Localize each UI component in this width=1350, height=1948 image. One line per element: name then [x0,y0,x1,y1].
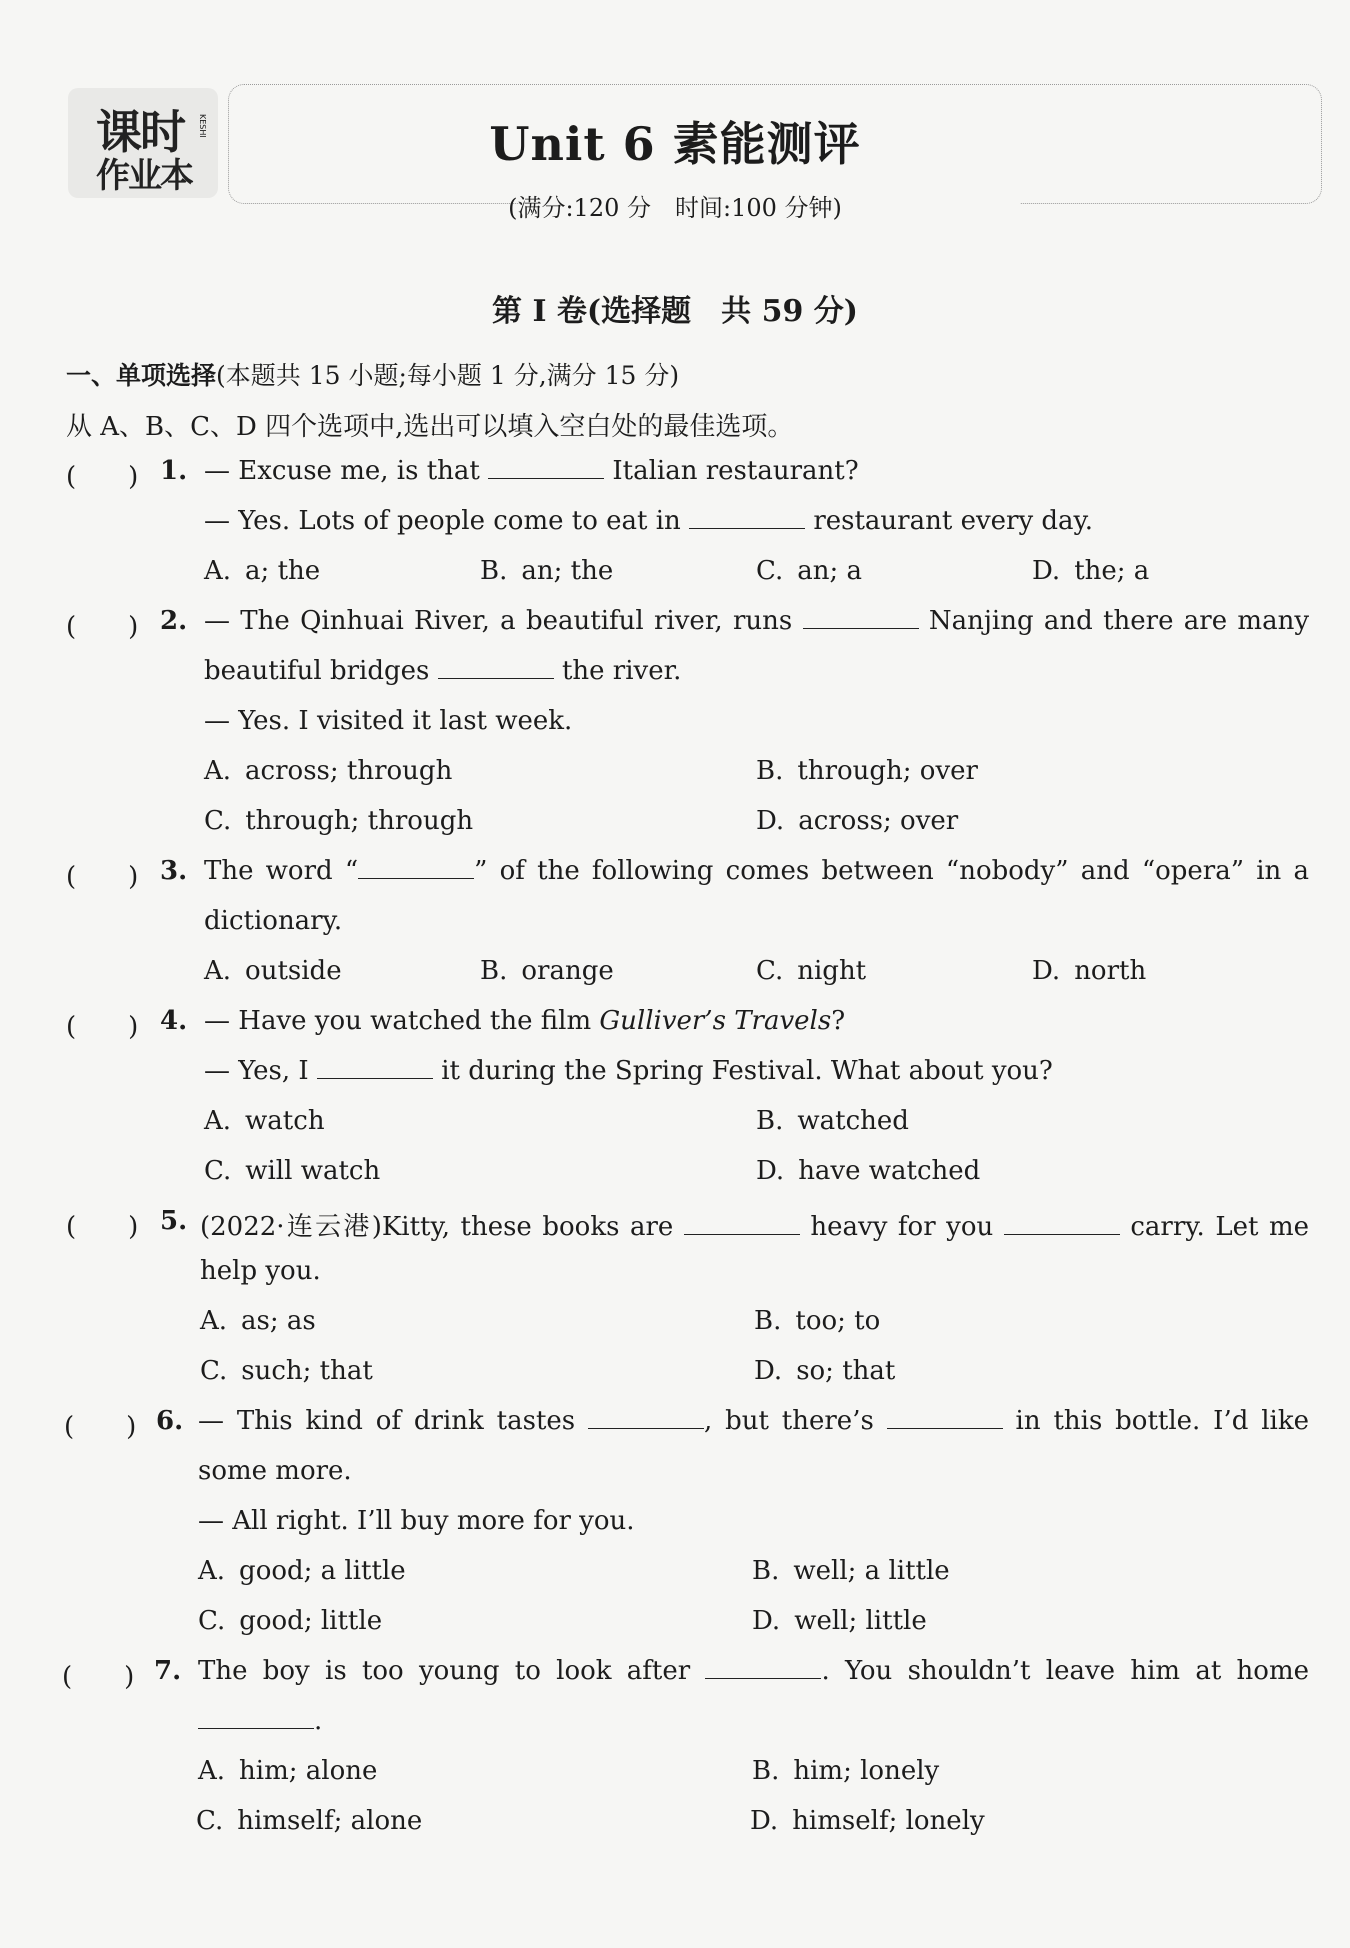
option-text: good; a little [239,1556,406,1586]
text-segment: — Excuse me, is that [204,456,480,486]
option-text: night [797,956,867,986]
option [198,1606,382,1636]
answer-bracket[interactable]: ( ) [66,1212,139,1242]
answer-bracket[interactable]: ( ) [66,462,139,492]
text-segment: heavy for you [810,1212,994,1242]
option-text: him; alone [239,1756,378,1786]
answer-blank[interactable] [705,1658,821,1679]
option [756,956,866,986]
option-text: an; a [797,556,863,586]
question-number: 2. [160,606,188,636]
option-text: through; over [797,756,978,786]
option [756,756,978,786]
option-letter: D. [752,1606,781,1636]
option [204,1156,380,1186]
option-letter: D. [750,1806,779,1836]
option-letter: A. [198,1756,226,1786]
text-segment: — This kind of drink tastes [198,1406,576,1436]
option-letter: B. [756,1106,784,1136]
section-title: 第 I 卷(选择题 共 59 分) [492,294,858,329]
answer-blank[interactable] [198,1708,314,1729]
option-letter: A. [204,756,232,786]
logo-line1: 课时 [96,105,184,159]
question-line [204,506,1093,536]
option [200,1356,373,1386]
option-letter: D. [1032,956,1061,986]
question-line: — All right. I’ll buy more for you. [198,1506,635,1536]
option-text: himself; alone [237,1806,423,1836]
question-line [200,1206,1309,1243]
answer-bracket[interactable]: ( ) [66,862,139,892]
answer-blank[interactable] [317,1058,433,1079]
instruction: 从 A、B、C、D 四个选项中,选出可以填入空白处的最佳选项。 [66,412,794,442]
option-letter: B. [480,956,508,986]
option [196,1806,422,1836]
option [756,806,958,836]
question-line: — Yes. I visited it last week. [204,706,573,736]
logo-line2: 作业本 [96,156,192,196]
question-line [204,1056,1053,1086]
logo-tiny-text: KESHI [198,114,207,138]
answer-bracket[interactable]: ( ) [62,1662,135,1692]
question-line: dictionary. [204,906,343,936]
question-number: 3. [160,856,188,886]
text-segment: . [314,1706,323,1736]
text-segment: The word “ [204,856,359,886]
option-letter: C. [756,956,784,986]
question-number: 4. [160,1006,188,1036]
option-text: will watch [245,1156,381,1186]
question-number: 7. [154,1656,182,1686]
answer-blank[interactable] [588,1408,704,1429]
answer-bracket[interactable]: ( ) [66,1012,139,1042]
answer-blank[interactable] [887,1408,1003,1429]
text-segment: — Yes. Lots of people come to eat in [204,506,681,536]
part-heading [66,356,679,392]
text-segment: , but there’s [703,1406,874,1436]
option [756,1156,980,1186]
option-letter: D. [754,1356,783,1386]
option [754,1306,880,1336]
question-number: 5. [160,1206,188,1236]
option [198,1556,406,1586]
text-segment: — The Qinhuai River, a beautiful river, runs [204,606,793,636]
answer-bracket[interactable]: ( ) [66,612,139,642]
option [752,1756,939,1786]
text-segment: (2022·连云港)Kitty, these books are [200,1212,674,1242]
option [752,1556,950,1586]
option-letter: C. [198,1606,226,1636]
option-letter: A. [204,956,232,986]
option-letter: B. [752,1756,780,1786]
option-text: watched [797,1106,909,1136]
option [200,1306,316,1336]
part-heading-rest: (本题共 15 小题;每小题 1 分,满分 15 分) [216,361,680,390]
text-segment: — Have you watched the film [204,1006,600,1036]
question-line [198,1656,1309,1686]
option [1032,956,1146,986]
page-subtitle: (满分:120 分 时间:100 分钟) [508,194,842,222]
option-letter: B. [752,1556,780,1586]
question-line [204,606,1309,636]
option-letter: B. [480,556,508,586]
option [204,1106,325,1136]
text-segment: restaurant every day. [813,506,1094,536]
text-segment: Italian restaurant? [612,456,859,486]
page-title: Unit 6 素能测评 [489,117,861,171]
answer-blank[interactable] [488,458,604,479]
option-text: too; to [795,1306,881,1336]
option-letter: B. [754,1306,782,1336]
text-segment: — Yes, I [204,1056,309,1086]
option-text: him; lonely [793,1756,940,1786]
option-letter: A. [198,1556,226,1586]
option [198,1756,377,1786]
option [204,756,452,786]
option-text: an; the [521,556,614,586]
answer-blank[interactable] [1004,1214,1120,1235]
question-line [198,1706,322,1736]
option-text: himself; lonely [792,1806,985,1836]
text-segment: it during the Spring Festival. What about you? [441,1056,1053,1086]
answer-blank[interactable] [358,858,474,879]
text-segment: Nanjing and there are many [928,606,1310,636]
option-text: have watched [798,1156,981,1186]
option-text: orange [521,956,614,986]
option [756,556,862,586]
question-number: 6. [156,1406,184,1436]
option-text: the; a [1074,556,1150,586]
option-letter: D. [756,1156,785,1186]
option-letter: A. [204,556,232,586]
part-heading-bold: 一、单项选择 [66,361,217,390]
option-letter: A. [204,1106,232,1136]
option-text: a; the [245,556,321,586]
option [204,556,320,586]
text-segment: The boy is too young to look after [198,1656,691,1686]
text-segment: ” of the following comes between “nobody” and “opera” in a [474,856,1309,886]
option [204,806,473,836]
answer-blank[interactable] [684,1214,800,1235]
option-letter: C. [200,1356,228,1386]
question-line [204,456,859,486]
option-text: north [1074,956,1147,986]
answer-blank[interactable] [438,658,554,679]
option-text: across; through [245,756,453,786]
option [1032,556,1149,586]
option-letter: D. [756,806,785,836]
text-segment: beautiful bridges [204,656,430,686]
question-line [198,1406,1309,1436]
option-letter: D. [1032,556,1061,586]
answer-blank[interactable] [689,508,805,529]
option [756,1106,909,1136]
question-line [204,1006,845,1036]
answer-blank[interactable] [803,608,919,629]
text-segment: carry. Let me [1130,1212,1310,1242]
question-line [204,856,1309,886]
option [752,1606,927,1636]
option-letter: B. [756,756,784,786]
option-text: through; through [245,806,474,836]
option-letter: C. [756,556,784,586]
option-text: well; little [794,1606,927,1636]
text-segment: ? [831,1006,846,1036]
question-line: some more. [198,1456,352,1486]
answer-bracket[interactable]: ( ) [64,1412,137,1442]
option-letter: C. [204,806,232,836]
option-text: good; little [239,1606,383,1636]
option-text: well; a little [793,1556,950,1586]
option-text: as; as [241,1306,316,1336]
option [480,956,614,986]
film-title: Gulliver’s Travels [599,1006,832,1036]
option-letter: C. [196,1806,224,1836]
option [754,1356,895,1386]
option [750,1806,985,1836]
text-segment: in this bottle. I’d like [1015,1406,1309,1436]
text-segment: . You shouldn’t leave him at home [821,1656,1309,1686]
question-number: 1. [160,456,188,486]
option-text: such; that [241,1356,373,1386]
option [480,556,613,586]
option [204,956,342,986]
option-letter: C. [204,1156,232,1186]
question-line [204,656,681,686]
text-segment: the river. [561,656,682,686]
option-text: so; that [796,1356,896,1386]
option-text: outside [245,956,342,986]
option-text: across; over [798,806,959,836]
option-letter: A. [200,1306,228,1336]
question-line: help you. [200,1256,321,1286]
option-text: watch [245,1106,325,1136]
